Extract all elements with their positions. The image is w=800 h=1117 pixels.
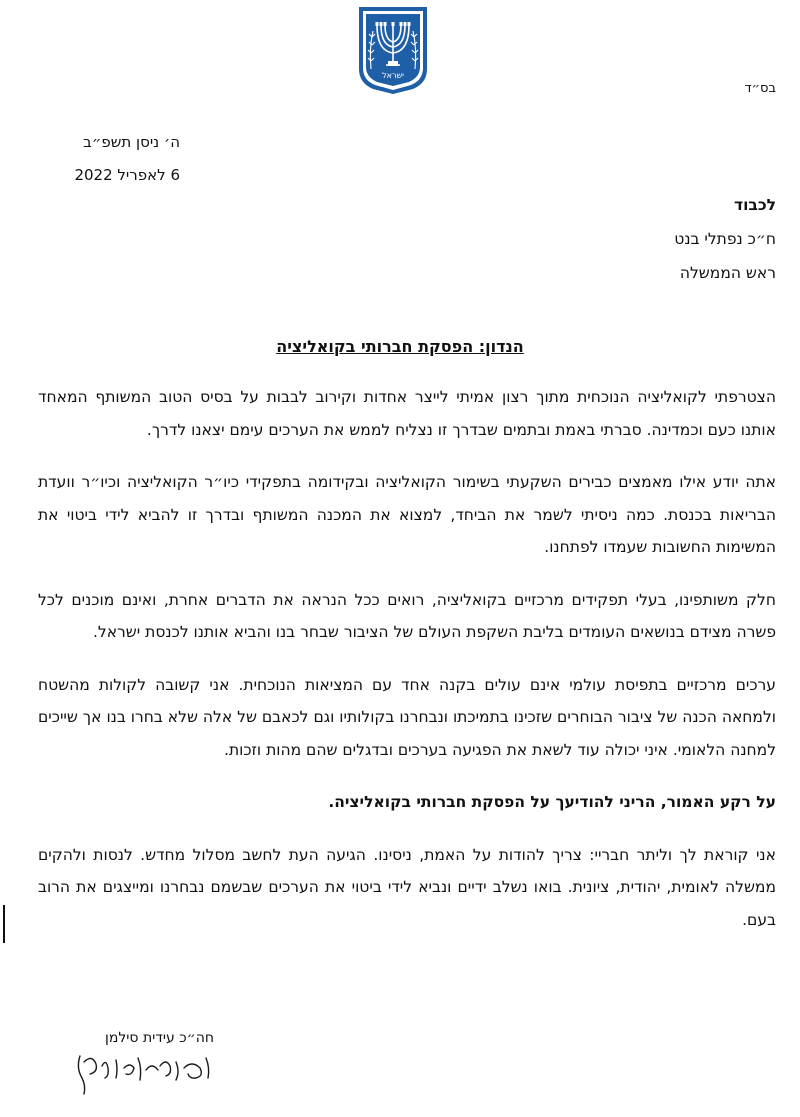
addressee-block [674,188,776,290]
paragraph: אתה יודע אילו מאמצים כבירים השקעתי בשימור הקואליציה ובקידומה בתפקידי כיו״ר הקואליציה וכיו״ר וועדת הבריאות בכנסת. כמה ניסיתי לשמר את הביחד, למצוא את המכנה המשותף ובדרך זו להביא לידי ביטוי את המשימות החשובות שעמדו לפתחנו. [38,473,776,556]
handwritten-signature-icon [72,1048,222,1098]
addressee-honorific: לכבוד [733,196,776,214]
date-block [70,126,180,192]
emblem-text: ישראל [382,71,404,80]
signature-block [72,1022,222,1092]
letter-body [38,381,776,956]
closing-paragraph: אני קוראת לך וליתר חבריי: צריך להודות על האמת, ניסינו. הגיעה העת לחשב מסלול מחדש. לנסות ולהקים ממשלה לאומית, יהודית, ציונית. בואו נשלב ידיים ונביא לידי ביטוי את הערכים שבשמם נבחרנו ומייצגים את הרוב בעם. [38,845,776,929]
addressee-name: ח״כ נפתלי בנט [674,230,776,248]
paragraph: ערכים מרכזיים בתפיסת עולמי אינם עולים בקנה אחד עם המציאות הנוכחית. אני קשובה לקולות מהשטח ולמחאה הכנה של ציבור הבוחרים שזכינו בתמיכתו ונבחרנו בקולותיו וגם לכאבם של אלה שלא בחרו בנו אך שייכים למחנה הלאומי. איני יכולה עוד לשאת את הפגיעה בערכים ובדגלים שהם מהות וזכות. [38,675,776,759]
bsd-header: בס״ד [744,81,776,96]
signature-name: חה״כ עידית סילמן [105,1030,214,1046]
menorah-emblem-icon [353,3,433,95]
margin-mark [3,905,5,943]
hebrew-date: ה׳ ניסן תשפ״ב [83,133,180,151]
announcement-paragraph: על רקע האמור, הריני להודיעך על הפסקת חברותי בקואליציה. [328,793,776,811]
paragraph: חלק משותפינו, בעלי תפקידים מרכזיים בקואליציה, רואים ככל הנראה את הדברים אחרת, ואינם מוכנים לכל פשרה מצידם בנושאים העומדים בליבת השקפת העולם של הציבור שבחר בנו והביא אותנו לכנסת ישראל. [38,590,776,641]
paragraph: הצטרפתי לקואליציה הנוכחית מתוך רצון אמיתי לייצר אחדות וקירוב לבבות על בסיס הטוב המשותף המאחד אותנו כעם וכמדינה. סברתי באמת ובתמים שבדרך זו נצליח לממש את הערכים עימם יצאנו לדרך. [38,388,776,439]
addressee-title: ראש הממשלה [679,264,776,282]
gregorian-date: 6 לאפריל 2022 [74,166,180,184]
subject-line: הנדון: הפסקת חברותי בקואליציה [276,337,524,356]
